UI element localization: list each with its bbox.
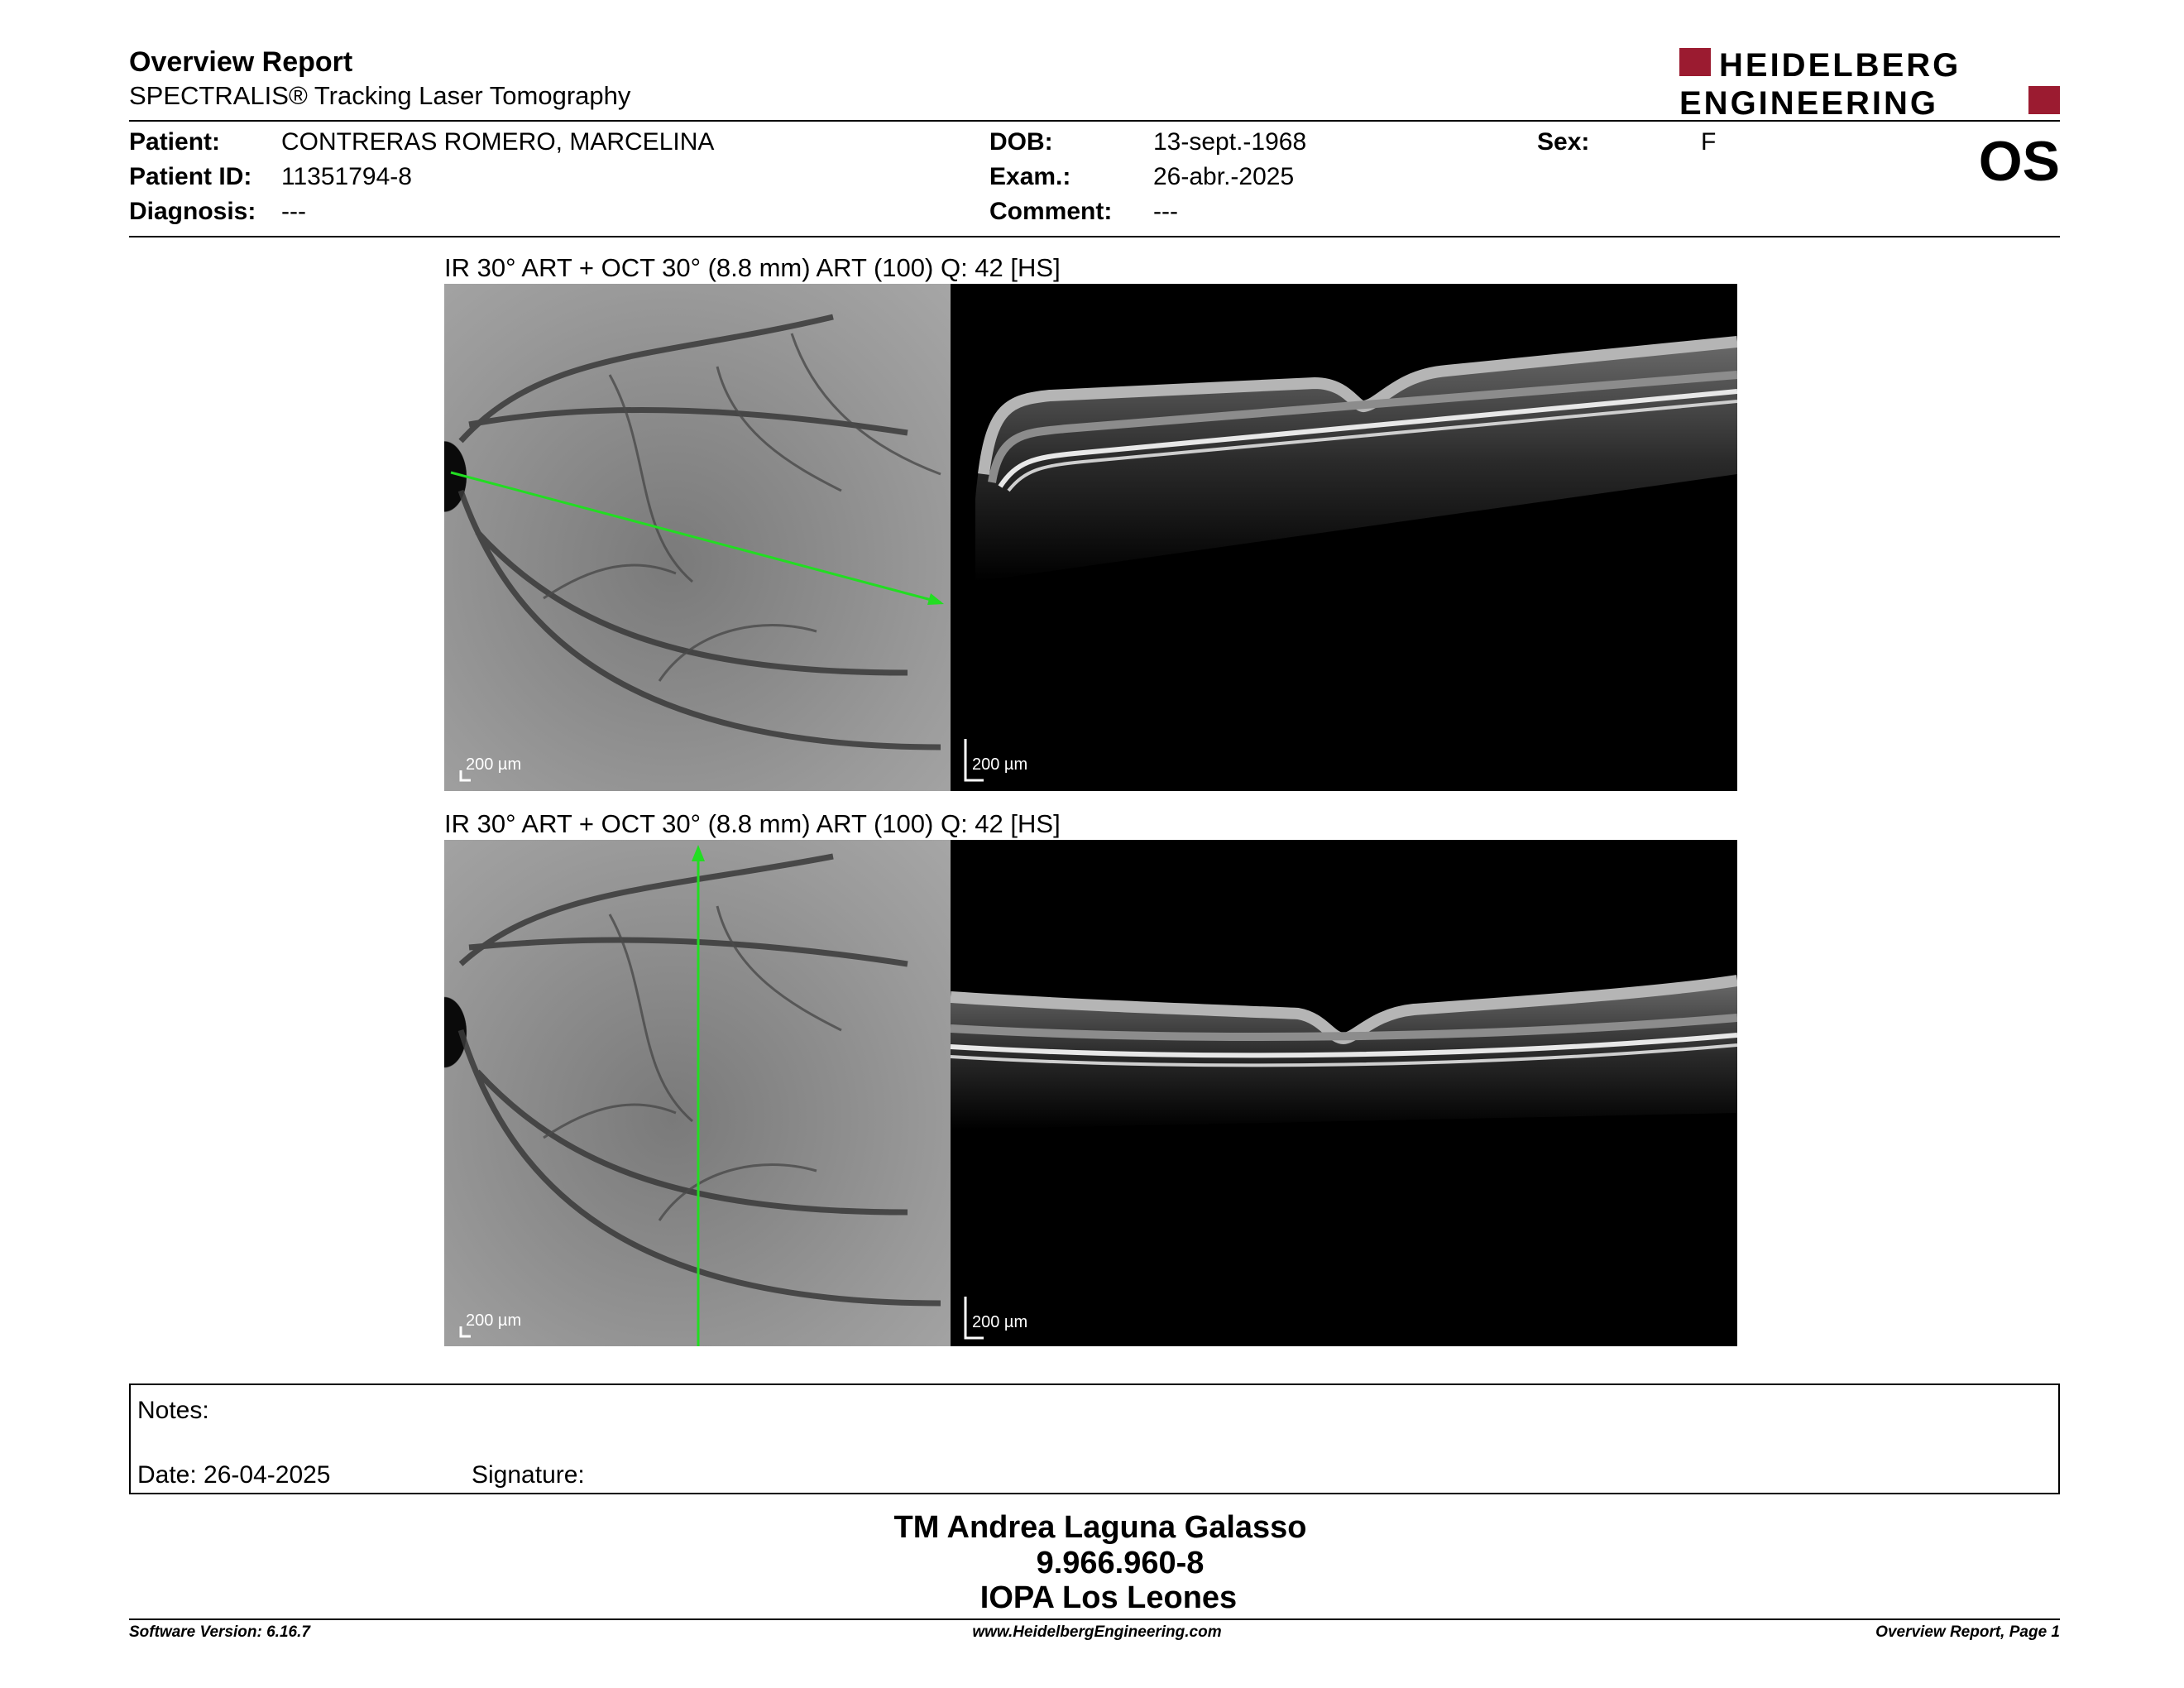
footer-divider	[129, 1618, 2060, 1620]
dob-value: 13-sept.-1968	[1153, 128, 1307, 156]
patient-id: 11351794-8	[281, 163, 412, 190]
notes-box	[129, 1383, 2060, 1494]
notes-label: Notes:	[137, 1397, 209, 1424]
signatory-institution: IOPA Los Leones	[979, 1580, 1238, 1615]
scan-2-fundus-image	[444, 840, 951, 1346]
signature-label: Signature:	[472, 1461, 585, 1489]
scan-1-fundus-scale: 200 µm	[466, 755, 522, 774]
website-link[interactable]: www.HeidelbergEngineering.com	[972, 1623, 1222, 1641]
patient-id-label: Patient ID:	[129, 163, 252, 190]
signatory-name: TM Andrea Laguna Galasso	[893, 1510, 1307, 1545]
eye-indicator: OS	[1978, 130, 2060, 193]
scan-2-oct-image	[951, 840, 1737, 1346]
scan-2-retina-layers	[951, 840, 1737, 1346]
scan-1-oct-image	[951, 284, 1737, 791]
report-title: Overview Report	[129, 46, 353, 78]
logo-line2: ENGINEERING	[1679, 85, 1939, 117]
scan-1-vessels	[444, 284, 951, 791]
exam-value: 26-abr.-2025	[1153, 163, 1295, 190]
exam-label: Exam.:	[989, 163, 1071, 190]
header-divider	[129, 120, 2060, 122]
patient-name: CONTRERAS ROMERO, MARCELINA	[281, 128, 715, 156]
page-indicator: Overview Report, Page 1	[1875, 1623, 2060, 1641]
date-label: Date: 26-04-2025	[137, 1461, 331, 1489]
sex-value: F	[1701, 128, 1717, 156]
scan-2-fundus-scale: 200 µm	[466, 1312, 522, 1330]
dob-label: DOB:	[989, 128, 1053, 156]
patient-label: Patient:	[129, 128, 221, 156]
patient-divider	[129, 236, 2060, 237]
scan-1-caption: IR 30° ART + OCT 30° (8.8 mm) ART (100) Q: 42 [HS]	[444, 253, 1061, 282]
signatory-id: 9.966.960-8	[1036, 1546, 1205, 1580]
report-subtitle: SPECTRALIS® Tracking Laser Tomography	[129, 81, 631, 110]
scan-2-vessels	[444, 840, 951, 1346]
heidelberg-logo	[1679, 46, 2060, 117]
scan-1-fundus-image	[444, 284, 951, 791]
sex-label: Sex:	[1537, 128, 1590, 156]
diagnosis-value: ---	[281, 198, 306, 225]
diagnosis-label: Diagnosis:	[129, 198, 256, 225]
comment-value: ---	[1153, 198, 1178, 225]
scan-1-retina-layers	[951, 284, 1737, 791]
scan-2-caption: IR 30° ART + OCT 30° (8.8 mm) ART (100) Q: 42 [HS]	[444, 809, 1061, 838]
scan-2-oct-scale: 200 µm	[972, 1313, 1028, 1331]
scan-1-scan-line	[451, 472, 941, 602]
logo-line1: HEIDELBERG	[1719, 47, 1961, 84]
comment-label: Comment:	[989, 198, 1113, 225]
software-version: Software Version: 6.16.7	[129, 1623, 310, 1641]
scan-1-oct-scale: 200 µm	[972, 755, 1028, 774]
